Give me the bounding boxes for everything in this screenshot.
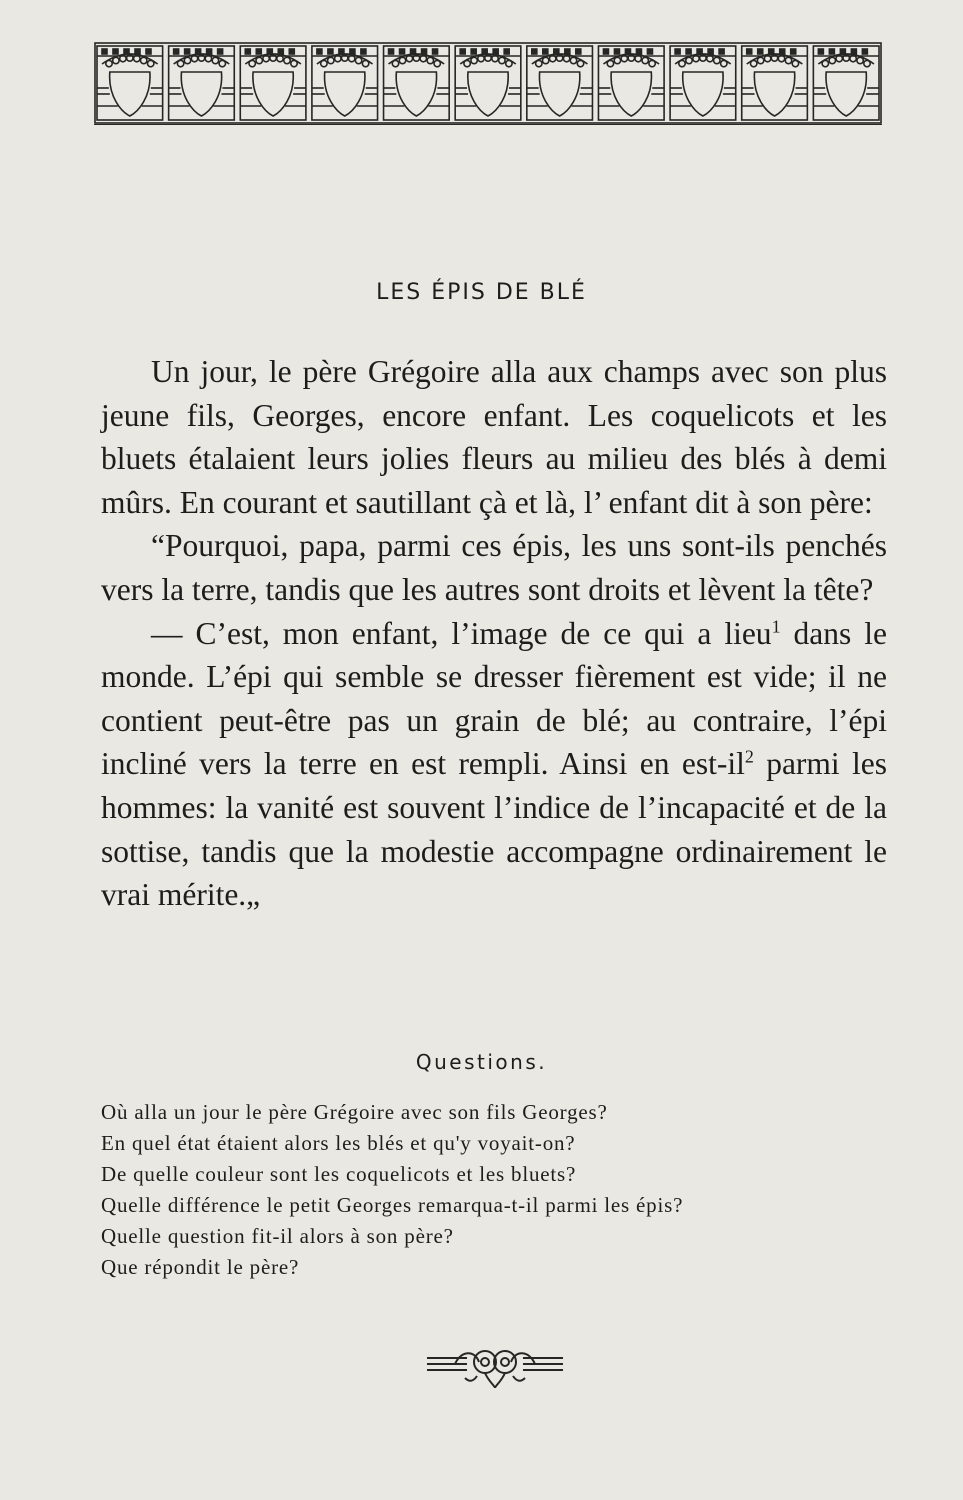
question-item: Quelle différence le petit Georges remarqua-t-il parmi les épis? bbox=[101, 1193, 684, 1217]
reply-text-3: parmi les hommes: la vanité est souvent l’indice de l’incapacité et de la sottise, tandis que la modestie accompagne ordinairement le vrai mérite.„ bbox=[101, 746, 888, 913]
footnote-marker-1: 1 bbox=[771, 616, 781, 637]
story-text bbox=[101, 350, 887, 917]
decorative-header-band bbox=[94, 42, 882, 124]
reply-text-2: dans le monde. L’épi qui semble se dresser fièrement est vide; il ne contient peut-être pas un grain de blé; au contraire, l’épi incliné vers la terre en est rempli. Ainsi en est-il bbox=[101, 615, 887, 782]
header-rule bbox=[94, 124, 882, 125]
question-item: Où alla un jour le père Grégoire avec son fils Georges? bbox=[101, 1100, 608, 1124]
question-item: De quelle couleur sont les coquelicots et les bluets? bbox=[101, 1162, 577, 1186]
question-item: En quel état étaient alors les blés et qu'y voyait-on? bbox=[101, 1131, 576, 1155]
questions-list bbox=[101, 1097, 891, 1283]
questions-heading: Questions. bbox=[415, 1050, 548, 1074]
paragraph-1: Un jour, le père Grégoire alla aux champs avec son plus jeune fils, Georges, encore enfant. Les coquelicots et les bluets étalaient leurs jolies fleurs au milieu des blés à demi mûrs. En courant et sautillant çà et là, l’ enfant dit à son père: bbox=[101, 354, 887, 520]
question-item: Que répondit le père? bbox=[101, 1255, 300, 1279]
paragraph-2: “Pourquoi, papa, parmi ces épis, les uns sont-ils penchés vers la terre, tandis que les autres sont droits et lèvent la tête? bbox=[101, 528, 887, 607]
reply-text-1: — C’est, mon enfant, l’image de ce qui a lieu bbox=[151, 615, 772, 651]
floral-ornament bbox=[425, 1338, 565, 1390]
page-title: LES ÉPIS DE BLÉ bbox=[376, 280, 587, 305]
question-item: Quelle question fit-il alors à son père? bbox=[101, 1224, 454, 1248]
paragraph-3 bbox=[101, 612, 887, 917]
footnote-marker-2: 2 bbox=[744, 746, 754, 767]
